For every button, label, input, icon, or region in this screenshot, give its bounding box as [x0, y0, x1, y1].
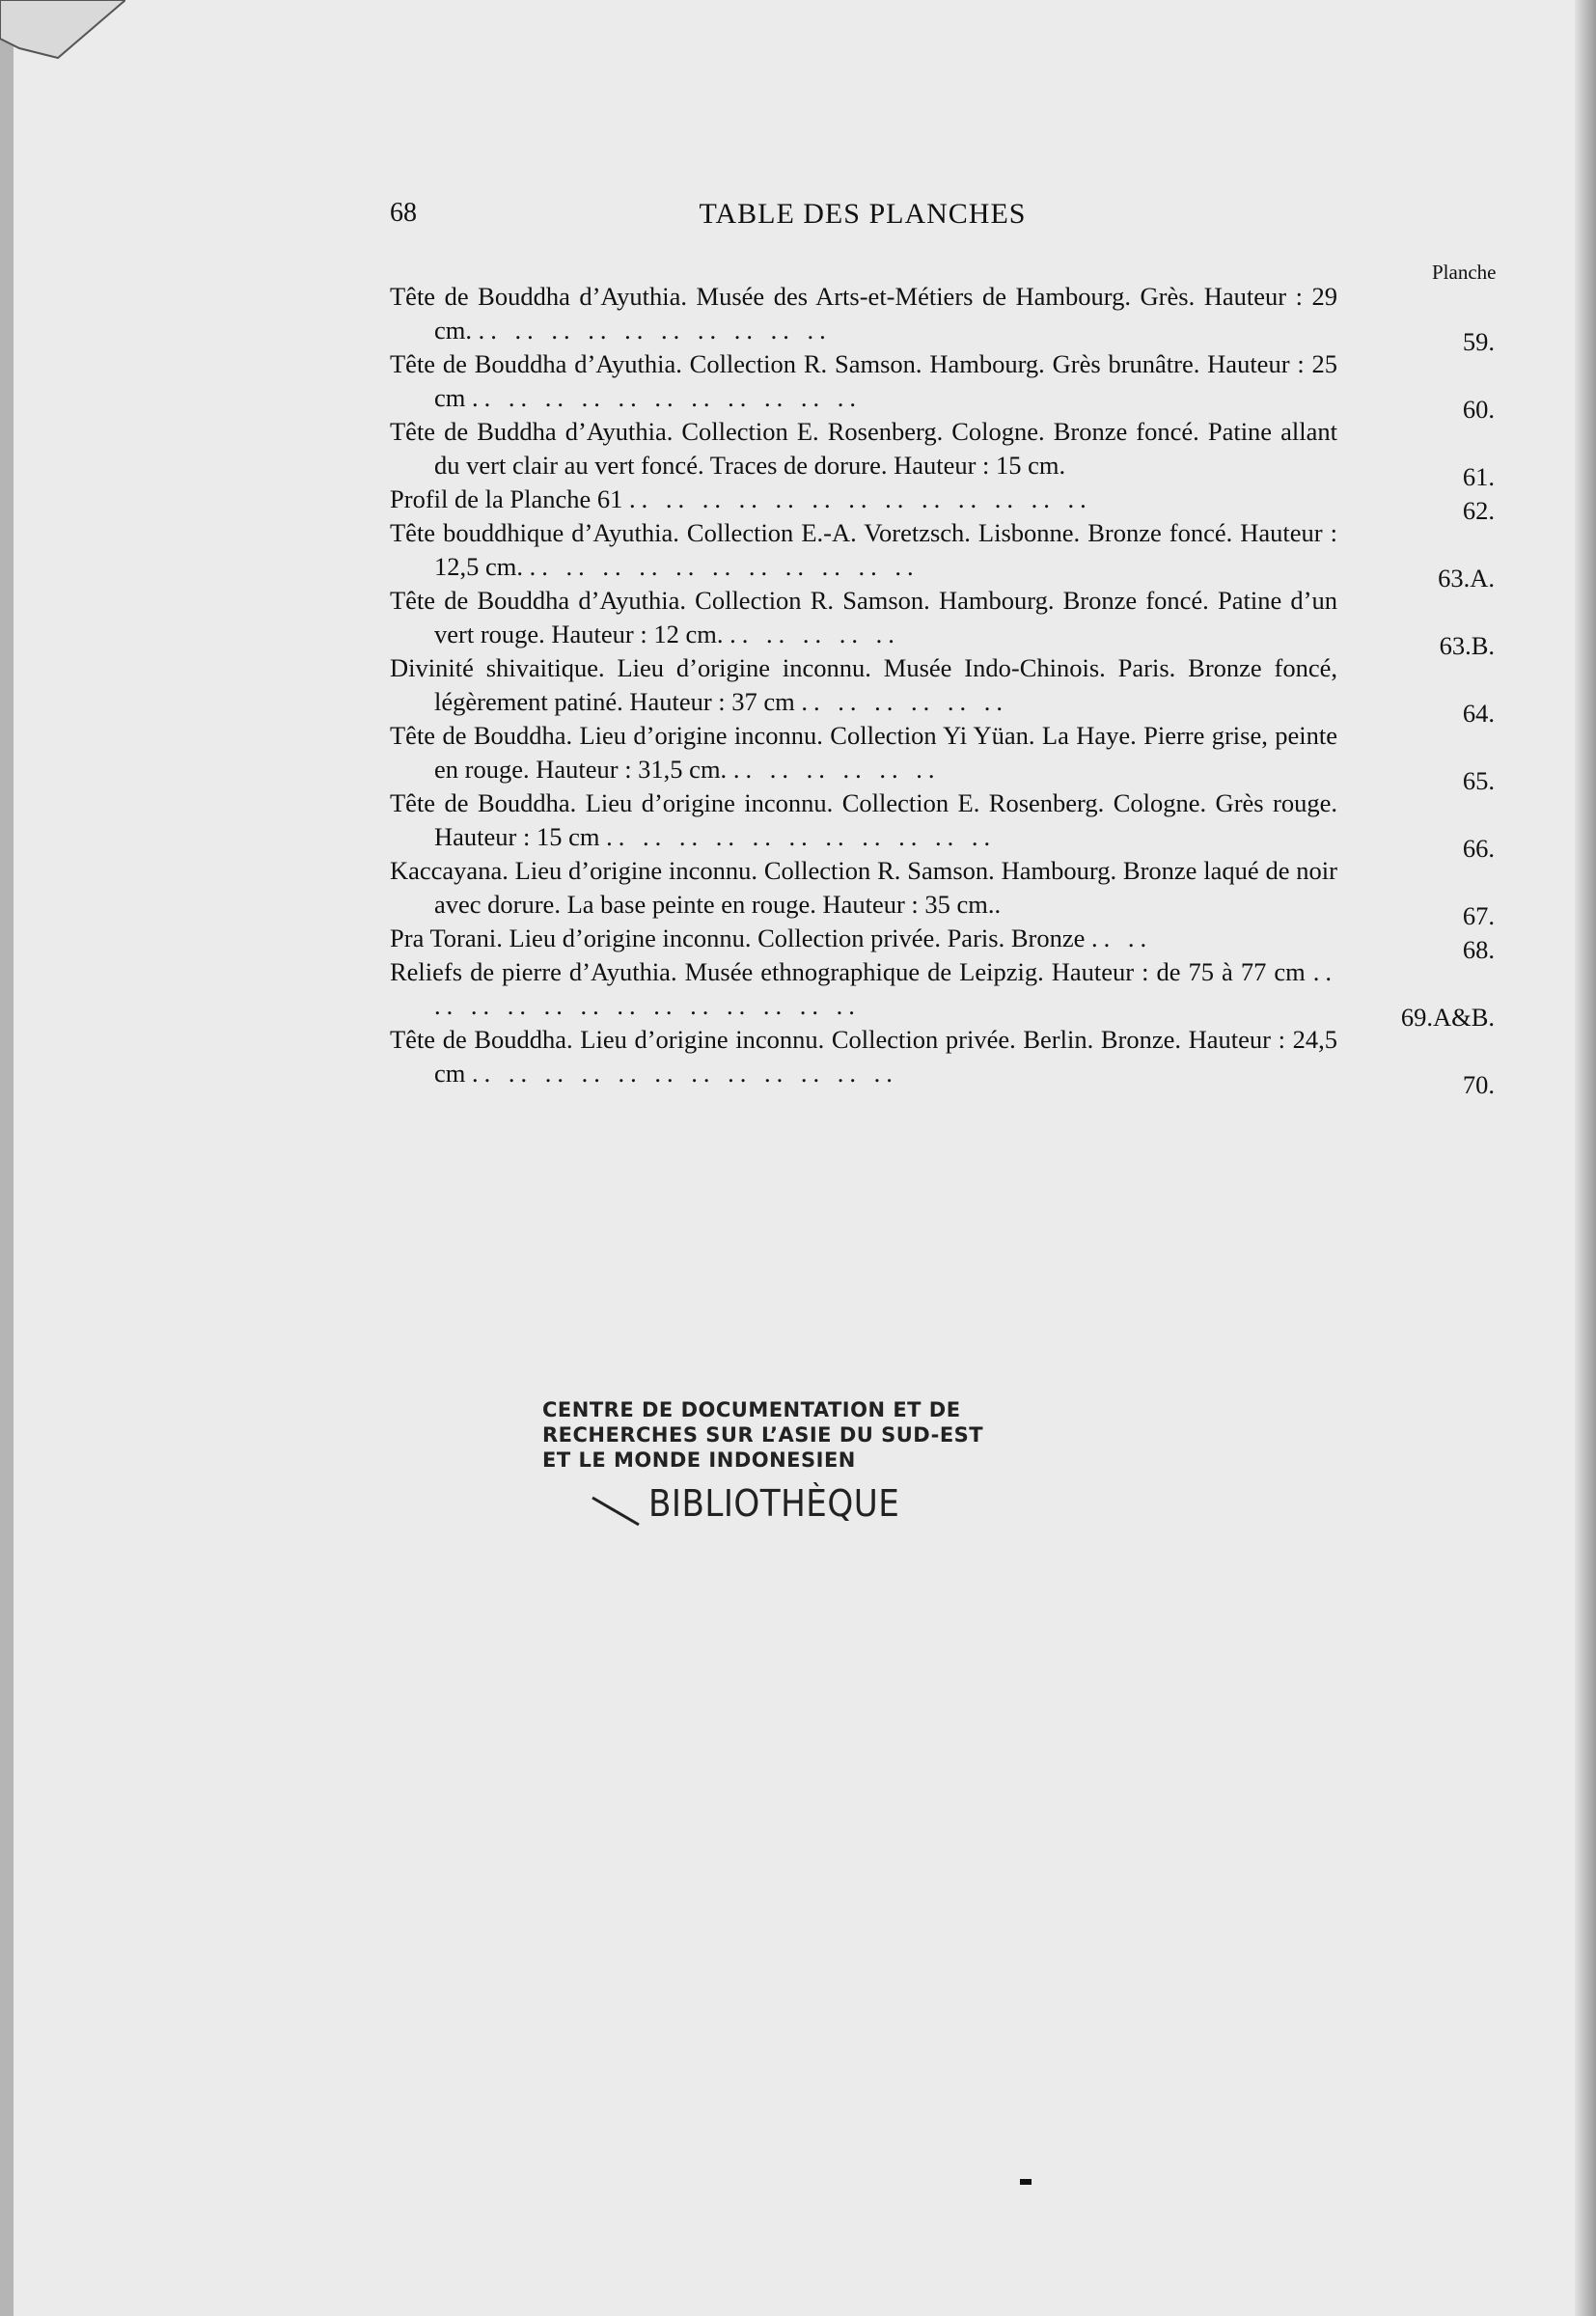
plate-number: 64.	[1462, 699, 1495, 728]
plate-number: 68.	[1462, 935, 1495, 964]
page-header	[390, 198, 1335, 236]
plate-column-header: Planche	[1432, 261, 1497, 284]
scan-right-edge	[1575, 0, 1596, 2316]
dot-leader: .. .. .. .. .. ..	[732, 755, 941, 784]
plate-number: 63.A.	[1438, 564, 1495, 593]
list-item	[390, 786, 1495, 863]
entry-caption: Tête de Bouddha. Lieu d’origine inconnu. Collection Yi Yüan. La Haye. Pierre grise, peinte en rouge. Hauteur : 31,5 cm.	[390, 721, 1337, 784]
entry-text	[390, 719, 1337, 786]
entry-caption: Tête de Bouddha d’Ayuthia. Collection R. Samson. Hambourg. Grès brunâtre. Hauteur : 25 cm	[390, 349, 1337, 412]
entry-text	[390, 854, 1337, 922]
list-item	[390, 584, 1495, 660]
entry-caption: Divinité shivaitique. Lieu d’origine inconnu. Musée Indo-Chinois. Paris. Bronze foncé, légèrement patiné. Hauteur : 37 cm	[390, 653, 1337, 716]
entry-caption: Profil de la Planche 61	[390, 484, 623, 513]
plate-number: 67.	[1462, 901, 1495, 930]
entry-caption: Tête de Bouddha d’Ayuthia. Collection R. Samson. Hambourg. Bronze foncé. Patine d’un vert rouge. Hauteur : 12 cm.	[390, 586, 1337, 648]
list-item	[390, 955, 1495, 1032]
dot-leader: .. .. .. .. .. .. .. .. .. .. ..	[606, 822, 997, 851]
plates-list	[390, 280, 1495, 1099]
stamp-line: CENTRE DE DOCUMENTATION ET DE	[542, 1398, 961, 1421]
plate-number: 70.	[1462, 1070, 1495, 1099]
entry-caption: Pra Torani. Lieu d’origine inconnu. Collection privée. Paris. Bronze	[390, 924, 1086, 952]
dot-leader: .. .. .. .. .. .. .. .. .. ..	[478, 316, 832, 345]
entry-text	[390, 922, 1337, 955]
entry-text	[390, 415, 1337, 482]
entry-text	[390, 651, 1337, 719]
entry-text	[390, 280, 1337, 347]
dot-leader: .. .. .. .. .. .. .. .. .. .. .. .. ..	[434, 957, 1338, 1020]
stamp-library-word: BIBLIOTHÈQUE	[648, 1482, 900, 1525]
list-item	[390, 280, 1495, 356]
plate-number: 66.	[1462, 834, 1495, 863]
plate-number: 59.	[1462, 327, 1495, 356]
list-item	[390, 719, 1495, 795]
plate-number: 69.A&B.	[1400, 1003, 1495, 1032]
entry-caption: Kaccayana. Lieu d’origine inconnu. Collection R. Samson. Hambourg. Bronze laqué de noir avec dorure. La base peinte en rouge. Hauteur : 35 cm..	[390, 856, 1337, 919]
plate-number: 65.	[1462, 766, 1495, 795]
ink-speck	[1020, 2179, 1032, 2185]
list-item	[390, 415, 1495, 491]
page-number: 68	[390, 198, 417, 228]
entry-text	[390, 516, 1337, 584]
dot-leader: .. .. .. .. ..	[729, 620, 900, 648]
dot-leader: .. .. .. .. .. ..	[801, 687, 1009, 716]
entry-text	[390, 786, 1337, 854]
list-item	[390, 922, 1495, 964]
list-item	[390, 651, 1495, 728]
entry-text	[390, 347, 1337, 415]
library-stamp	[542, 1397, 1025, 1525]
plate-number: 61.	[1462, 462, 1495, 491]
dot-leader: .. .. .. .. .. .. .. .. .. .. .. .. ..	[629, 484, 1092, 513]
list-item	[390, 1023, 1495, 1099]
stamp-line: ET LE MONDE INDONESIEN	[542, 1448, 856, 1472]
entry-caption: Tête de Buddha d’Ayuthia. Collection E. Rosenberg. Cologne. Bronze foncé. Patine allant du vert clair au vert foncé. Traces de dorure. Hauteur : 15 cm.	[390, 417, 1337, 480]
scan-left-edge	[0, 0, 14, 2316]
list-item	[390, 482, 1495, 525]
dot-leader: .. .. .. .. .. .. .. .. .. .. ..	[472, 383, 862, 412]
list-item	[390, 347, 1495, 424]
page-title: TABLE DES PLANCHES	[699, 198, 1027, 230]
stamp-line: RECHERCHES SUR L’ASIE DU SUD-EST	[542, 1423, 984, 1447]
entry-caption: Tête de Bouddha. Lieu d’origine inconnu. Collection E. Rosenberg. Cologne. Grès rouge. Hauteur : 15 cm	[390, 788, 1337, 851]
plate-number: 60.	[1462, 395, 1495, 424]
entry-text	[390, 584, 1337, 651]
entry-caption: Tête de Bouddha. Lieu d’origine inconnu. Collection privée. Berlin. Bronze. Hauteur : 24,5 cm	[390, 1025, 1337, 1088]
dot-leader: .. .. .. .. .. .. .. .. .. .. ..	[529, 552, 920, 581]
entry-caption: Tête de Bouddha d’Ayuthia. Musée des Arts-et-Métiers de Hambourg. Grès. Hauteur : 29 cm.	[390, 282, 1337, 345]
entry-caption: Tête bouddhique d’Ayuthia. Collection E.-A. Voretzsch. Lisbonne. Bronze foncé. Hauteur : 12,5 cm.	[390, 518, 1337, 581]
entry-caption: Reliefs de pierre d’Ayuthia. Musée ethnographique de Leipzig. Hauteur : de 75 à 77 cm	[390, 957, 1306, 986]
entry-text	[390, 955, 1337, 1023]
plate-number: 62.	[1462, 496, 1495, 525]
dot-leader: .. ..	[1090, 924, 1153, 952]
dot-leader: .. .. .. .. .. .. .. .. .. .. .. ..	[472, 1059, 898, 1088]
folded-corner	[0, 0, 125, 77]
plate-number: 63.B.	[1439, 631, 1495, 660]
entry-text	[390, 482, 1337, 516]
list-item	[390, 516, 1495, 593]
list-item	[390, 854, 1495, 930]
stamp-tick-mark	[591, 1496, 647, 1529]
entry-text	[390, 1023, 1337, 1090]
